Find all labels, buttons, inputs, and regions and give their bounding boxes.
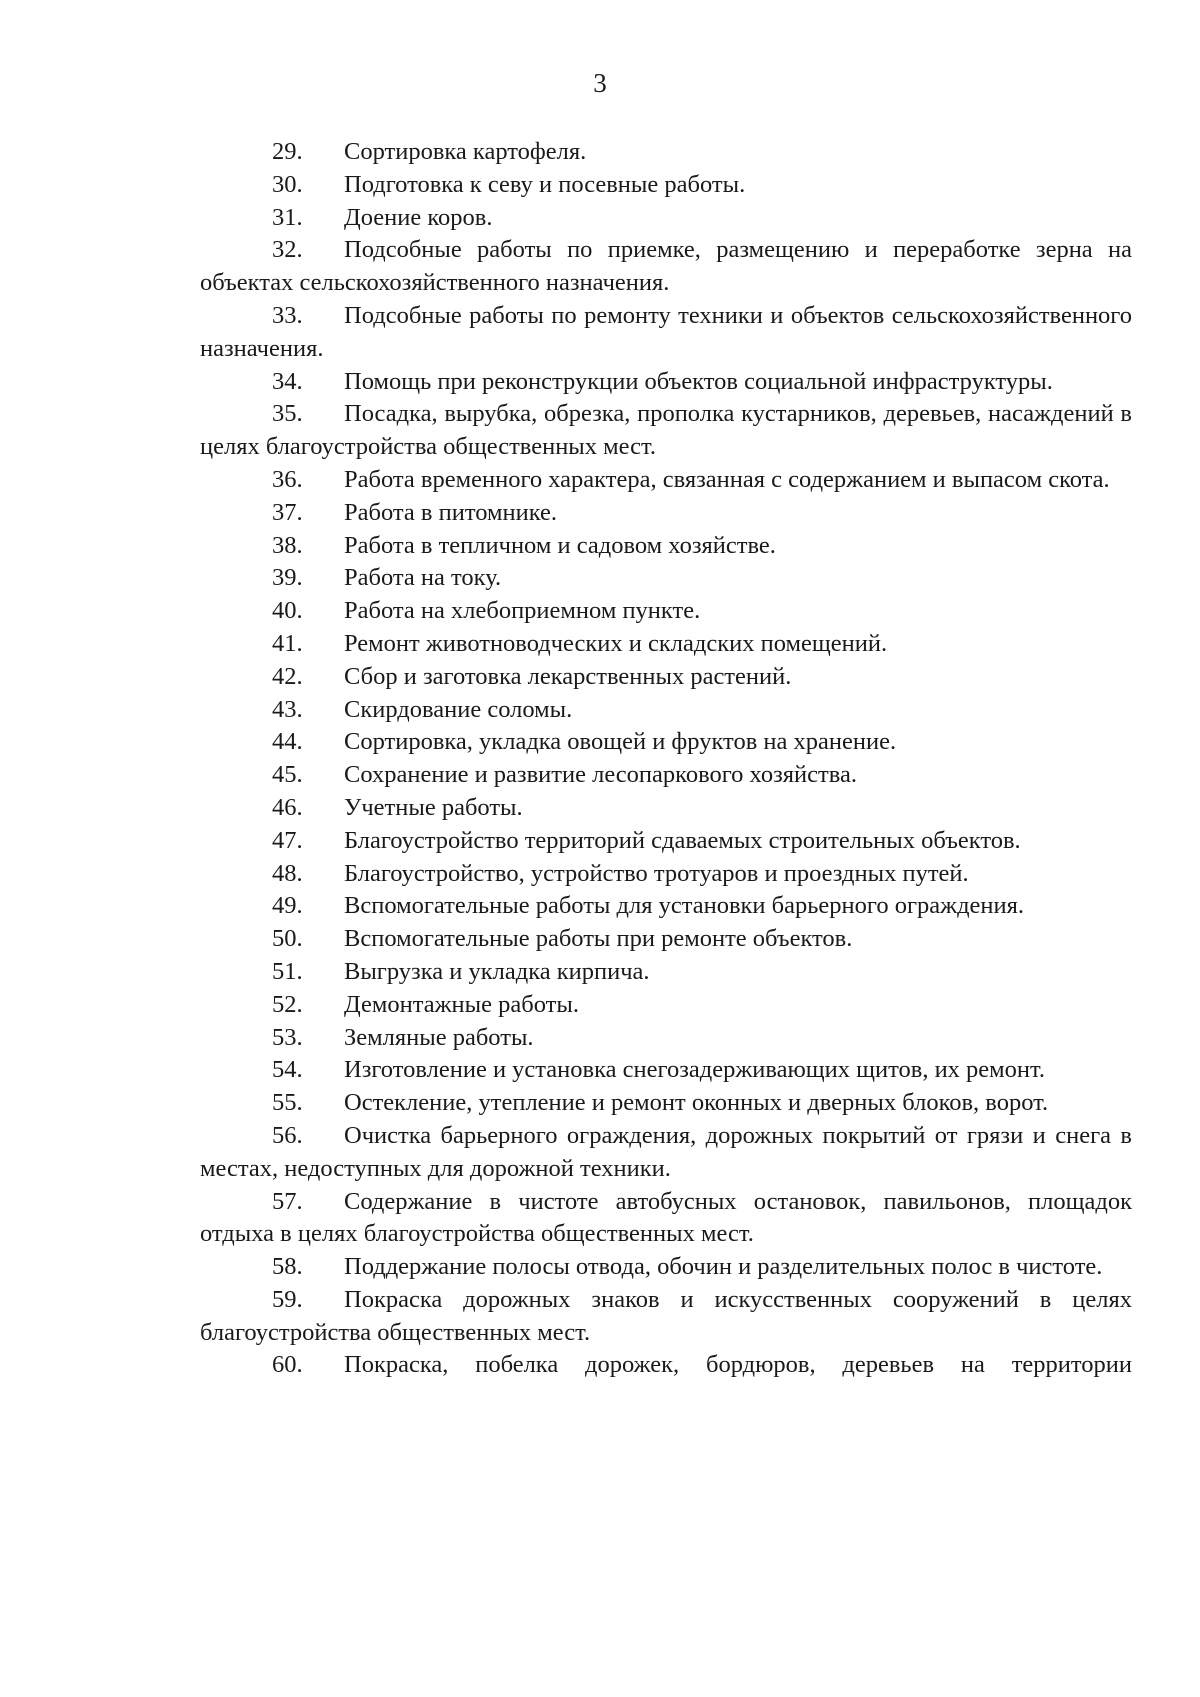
item-text: Помощь при реконструкции объектов социальной инфраструктуры. [344,367,1053,395]
page-number: 3 [593,68,607,98]
item-text: Остекление, утепление и ремонт оконных и дверных блоков, ворот. [344,1089,1049,1117]
list-item [200,1087,1132,1120]
item-text: Покраска, побелка дорожек, бордюров, деревьев на территории [344,1351,1132,1379]
item-number: 38. [272,531,303,559]
list-item [200,234,1132,300]
item-number: 44. [272,728,303,756]
item-number: 49. [272,892,303,920]
item-number: 50. [272,925,303,953]
item-text: Работа на току. [344,564,502,592]
item-number: 35. [272,400,303,428]
list-item [200,1251,1132,1284]
item-text: Поддержание полосы отвода, обочин и разделительных полос в чистоте. [344,1253,1103,1281]
work-list [200,136,1132,1382]
list-item [200,497,1132,530]
item-text: Работа на хлебоприемном пункте. [344,597,701,625]
list-item [200,1022,1132,1055]
list-item [200,661,1132,694]
list-item [200,694,1132,727]
item-text: Вспомогательные работы при ремонте объектов. [344,925,853,953]
item-number: 39. [272,564,303,592]
item-number: 33. [272,301,303,329]
item-number: 47. [272,826,303,854]
list-item [200,792,1132,825]
item-text: Сортировка, укладка овощей и фруктов на хранение. [344,728,897,756]
list-item [200,562,1132,595]
list-item [200,1186,1132,1252]
item-text: Подсобные работы по приемке, размещению и переработке зерна на объектах сельскохозяйственного назначения. [200,236,1132,297]
item-text: Изготовление и установка снегозадерживающих щитов, их ремонт. [344,1056,1046,1084]
list-item [200,1054,1132,1087]
item-text: Подсобные работы по ремонту техники и объектов сельскохозяйственного назначения. [200,301,1132,362]
item-number: 55. [272,1089,303,1117]
list-item [200,464,1132,497]
item-text: Работа временного характера, связанная с содержанием и выпасом скота. [344,465,1110,493]
item-text: Земляные работы. [344,1023,534,1051]
item-text: Работа в тепличном и садовом хозяйстве. [344,531,776,559]
item-number: 53. [272,1023,303,1051]
item-number: 32. [272,236,303,264]
list-item [200,300,1132,366]
item-number: 56. [272,1121,303,1149]
item-text: Очистка барьерного ограждения, дорожных покрытий от грязи и снега в местах, недоступных для дорожной техники. [200,1121,1132,1182]
list-item [200,759,1132,792]
list-item [200,202,1132,235]
list-item [200,530,1132,563]
list-item [200,1349,1132,1382]
item-number: 46. [272,793,303,821]
item-number: 60. [272,1351,303,1379]
item-text: Доение коров. [344,203,493,231]
item-number: 37. [272,498,303,526]
list-item [200,825,1132,858]
item-text: Благоустройство территорий сдаваемых строительных объектов. [344,826,1021,854]
item-number: 58. [272,1253,303,1281]
item-text: Покраска дорожных знаков и искусственных сооружений в целях благоустройства общественных мест. [200,1285,1132,1346]
item-text: Подготовка к севу и посевные работы. [344,170,746,198]
list-item [200,858,1132,891]
list-item [200,136,1132,169]
item-text: Работа в питомнике. [344,498,557,526]
item-number: 43. [272,695,303,723]
list-item [200,628,1132,661]
item-number: 42. [272,662,303,690]
item-number: 41. [272,629,303,657]
list-item [200,169,1132,202]
item-number: 54. [272,1056,303,1084]
item-number: 52. [272,990,303,1018]
item-number: 59. [272,1285,303,1313]
item-text: Учетные работы. [344,793,523,821]
item-number: 29. [272,138,303,165]
item-text: Посадка, вырубка, обрезка, прополка кустарников, деревьев, насаждений в целях благоустройства общественных мест. [200,400,1132,461]
item-number: 48. [272,859,303,887]
item-text: Сохранение и развитие лесопаркового хозяйства. [344,761,857,789]
item-number: 34. [272,367,303,395]
item-text: Ремонт животноводческих и складских помещений. [344,629,888,657]
list-item [200,890,1132,923]
item-number: 40. [272,597,303,625]
item-number: 31. [272,203,303,231]
item-text: Сбор и заготовка лекарственных растений. [344,662,792,690]
list-item [200,956,1132,989]
item-text: Выгрузка и укладка кирпича. [344,957,650,985]
item-text: Сортировка картофеля. [344,138,587,165]
item-number: 57. [272,1187,303,1215]
list-item [200,726,1132,759]
item-text: Демонтажные работы. [344,990,579,1018]
list-item [200,989,1132,1022]
item-text: Содержание в чистоте автобусных остановок, павильонов, площадок отдыха в целях благоустройства общественных мест. [200,1187,1132,1248]
item-text: Благоустройство, устройство тротуаров и проездных путей. [344,859,969,887]
item-number: 30. [272,170,303,198]
list-item [200,1284,1132,1350]
list-item [200,595,1132,628]
item-number: 45. [272,761,303,789]
item-number: 51. [272,957,303,985]
item-text: Вспомогательные работы для установки барьерного ограждения. [344,892,1025,920]
item-text: Скирдование соломы. [344,695,573,723]
list-item [200,398,1132,464]
list-item [200,923,1132,956]
list-item [200,366,1132,399]
item-number: 36. [272,465,303,493]
list-item [200,1120,1132,1186]
